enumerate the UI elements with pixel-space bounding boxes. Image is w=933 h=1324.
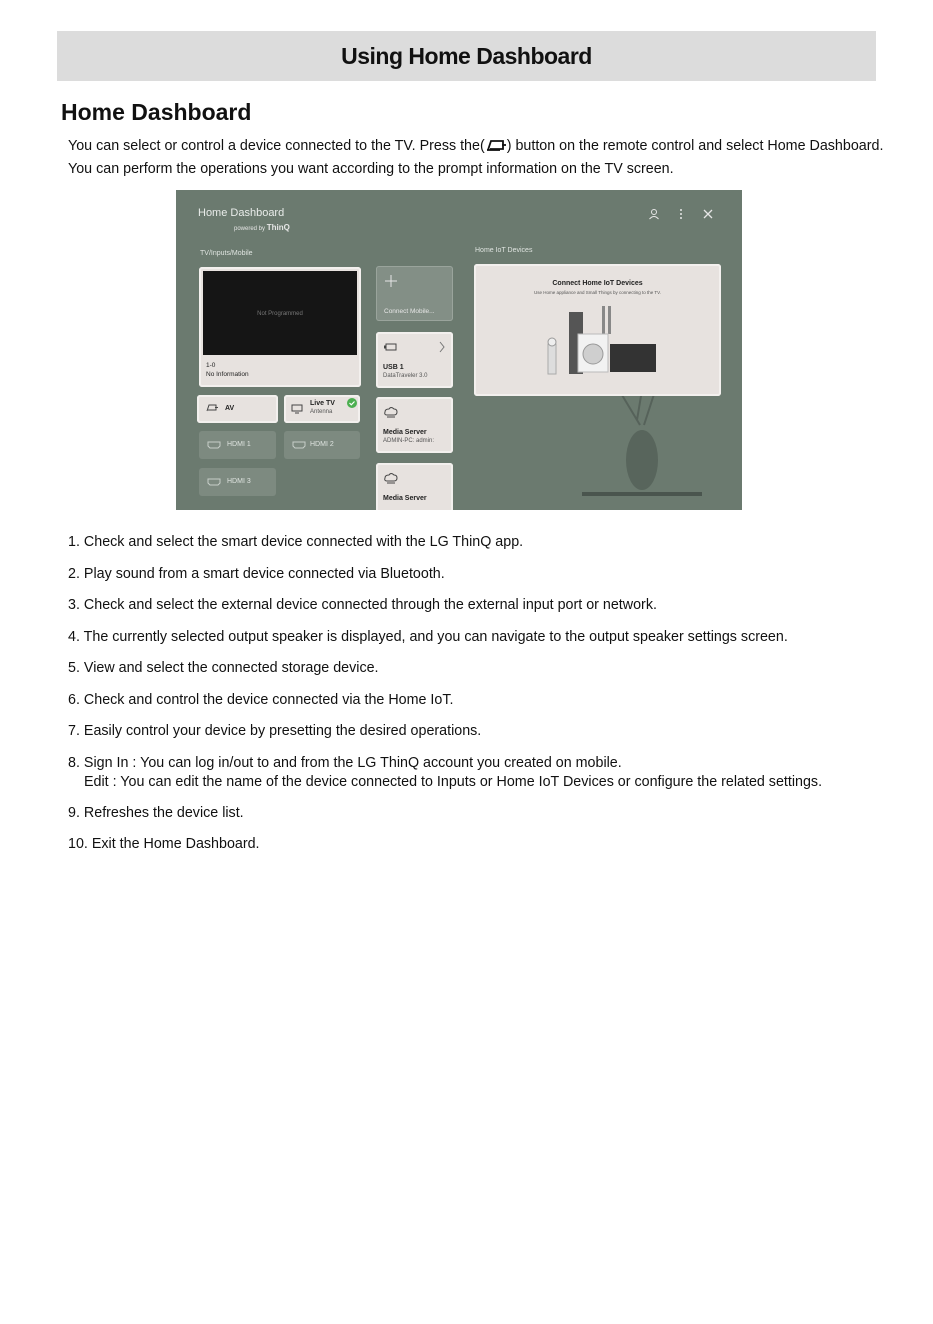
- thinq-brand: ThinQ: [266, 223, 290, 232]
- usb-icon: [384, 342, 398, 352]
- media-server-sub: ADMIN-PC: admin:: [383, 438, 435, 444]
- list-item: 7. Easily control your device by presetting the desired operations.: [68, 723, 482, 739]
- list-item: 4. The currently selected output speaker is displayed, and you can navigate to the output speaker settings screen.: [68, 628, 788, 645]
- connect-mobile-label: Connect Mobile...: [384, 308, 435, 315]
- connect-iot-card[interactable]: [474, 264, 721, 396]
- av-label: AV: [225, 405, 235, 412]
- decor-vase-icon: [582, 380, 702, 510]
- media-server-name: Media Server: [383, 429, 427, 436]
- check-icon: [347, 398, 357, 408]
- media-server-card-2[interactable]: [376, 463, 453, 510]
- hdmi-icon: [207, 441, 221, 449]
- iot-card-title: Connect Home IoT Devices: [552, 280, 643, 287]
- tv-info: No Information: [206, 371, 249, 378]
- powered-by-label: powered by ThinQ: [234, 223, 290, 232]
- section-label-inputs: TV/Inputs/Mobile: [200, 250, 253, 257]
- list-item: 1. Check and select the smart device connected with the LG ThinQ app.: [68, 534, 524, 550]
- intro-text-end: ) button on the remote control and select Home Dashboard. You can perform the operations you want according to the prompt information on the TV screen.: [68, 138, 884, 177]
- list-item: 6. Check and control the device connected via the Home IoT.: [68, 691, 454, 708]
- live-tv-sub: Antenna: [310, 409, 333, 415]
- hdmi-1-input[interactable]: [199, 431, 276, 459]
- hdmi-3-label: HDMI 3: [227, 478, 251, 485]
- list-item: 2. Play sound from a smart device connected via Bluetooth.: [68, 565, 445, 582]
- banner-title: Using Home Dashboard: [341, 42, 592, 69]
- list-item-subline: Edit : You can edit the name of the device connected to Inputs or Home IoT Devices or configure the related settings.: [84, 773, 823, 790]
- usb-card[interactable]: [376, 332, 453, 388]
- tv-icon: [291, 404, 303, 414]
- media-server-card[interactable]: [376, 397, 453, 453]
- input-icon: [205, 403, 219, 413]
- input-button-icon: [485, 138, 507, 152]
- list-item: 9. Refreshes the device list.: [68, 804, 244, 821]
- home-dashboard-screenshot: [176, 190, 742, 510]
- tv-preview-card[interactable]: [199, 267, 361, 387]
- more-icon[interactable]: [675, 208, 687, 220]
- list-item: 5. View and select the connected storage device.: [68, 660, 379, 676]
- hdmi-icon: [292, 441, 306, 449]
- list-item: 8. Sign In : You can log in/out to and from the LG ThinQ account you created on mobile. Edit : You can edit the name of the device connected to Inputs or Home IoT Devices or configure the related settings.: [68, 754, 918, 804]
- section-title: Home Dashboard: [61, 99, 252, 125]
- appliances-illustration: [544, 306, 659, 378]
- usb-name: USB 1: [383, 364, 404, 371]
- feature-list: [68, 533, 918, 867]
- dashboard-title: Home Dashboard: [198, 207, 285, 219]
- list-item: 3. Check and select the external device connected through the external input port or network.: [68, 597, 657, 613]
- live-tv-input[interactable]: [284, 395, 360, 423]
- intro-paragraph: [68, 135, 898, 181]
- chevron-right-icon: [438, 340, 446, 354]
- av-input[interactable]: [197, 395, 278, 423]
- person-icon[interactable]: [648, 208, 660, 220]
- connect-mobile-card[interactable]: [376, 266, 453, 321]
- media-server-2-name: Media Server: [383, 495, 427, 502]
- iot-card-sub: Use Home appliance and Small Things by connecting to the TV.: [534, 290, 661, 295]
- tv-preview-screen: Not Programmed: [203, 271, 357, 355]
- server-icon: [384, 472, 398, 484]
- plus-icon: [384, 274, 398, 288]
- usb-sub: DataTraveler 3.0: [383, 373, 428, 379]
- intro-text-start: You can select or control a device connected to the TV. Press the(: [68, 138, 485, 154]
- list-item: 10. Exit the Home Dashboard.: [68, 836, 260, 852]
- close-icon[interactable]: [702, 208, 714, 220]
- section-label-iot: Home IoT Devices: [475, 247, 533, 254]
- tv-channel: 1-0: [206, 362, 216, 369]
- hdmi-2-input[interactable]: [284, 431, 360, 459]
- page-banner: [57, 31, 876, 81]
- live-tv-name: Live TV: [310, 400, 335, 407]
- hdmi-icon: [207, 478, 221, 486]
- hdmi-2-label: HDMI 2: [310, 441, 334, 448]
- hdmi-3-input[interactable]: [199, 468, 276, 496]
- server-icon: [384, 406, 398, 418]
- hdmi-1-label: HDMI 1: [227, 441, 251, 448]
